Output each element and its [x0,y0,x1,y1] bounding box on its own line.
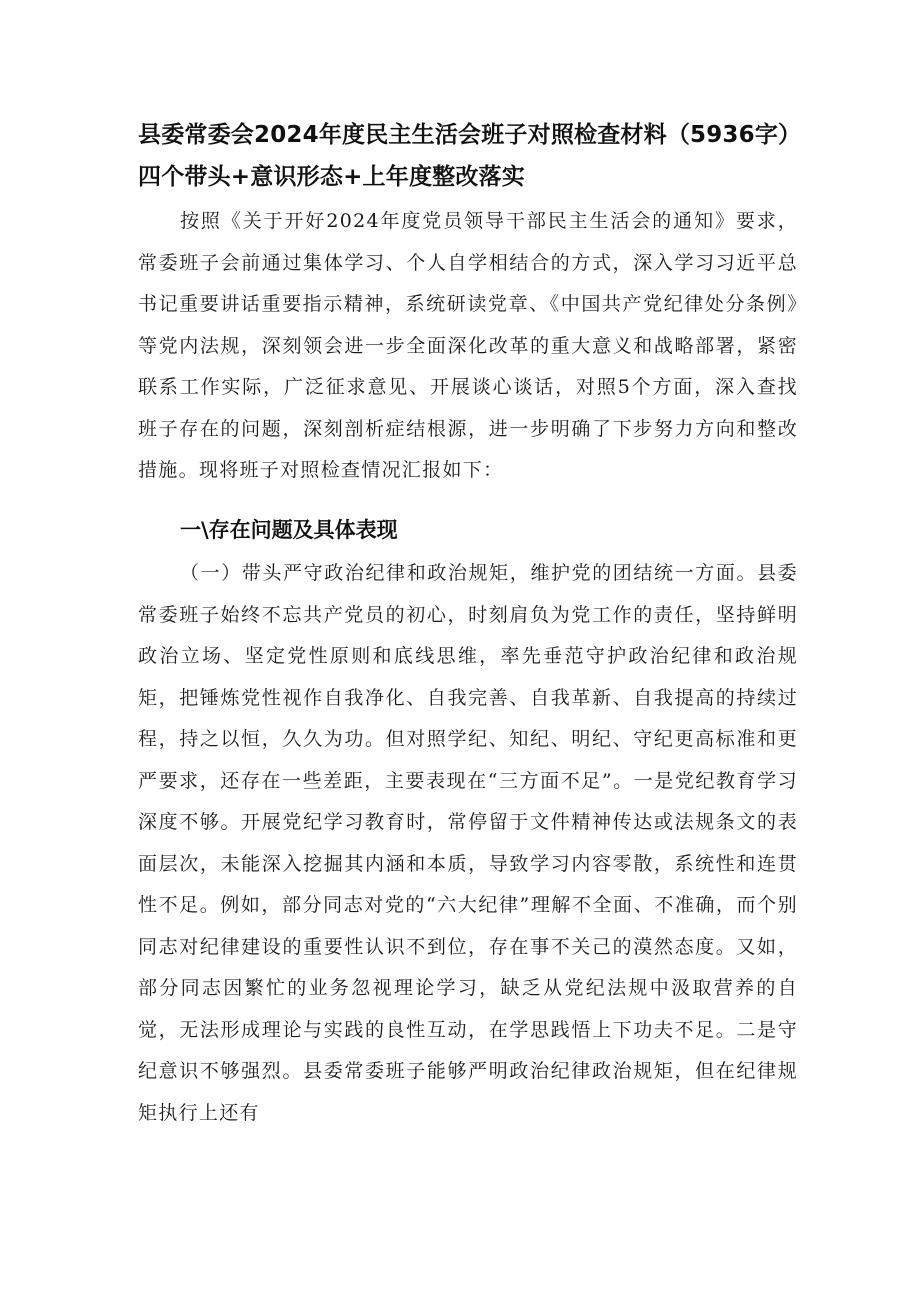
section-heading: 一\存在问题及具体表现 [180,518,398,542]
intro-paragraph: 按照《关于开好2024年度党员领导干部民主生活会的通知》要求，常委班子会前通过集体学习、个人自学相结合的方式，深入学习习近平总书记重要讲话重要指示精神，系统研读党章、《中国共产党纪律处分条例》等党内法规，深刻领会进一步全面深化改革的重大意义和战略部署，紧密联系工作实际，广泛征求意见、开展谈心谈话，对照5个方面，深入查找班子存在的问题，深刻剖析症结根源，进一步明确了下步努力方向和整改措施。现将班子对照检查情况汇报如下： [138,210,798,481]
section-paragraph: （一）带头严守政治纪律和政治规矩，维护党的团结统一方面。县委常委班子始终不忘共产党员的初心，时刻肩负为党工作的责任，坚持鲜明政治立场、坚定党性原则和底线思维，率先垂范守护政治纪律和政治规矩，把锤炼党性视作自我净化、自我完善、自我革新、自我提高的持续过程，持之以恒，久久为功。但对照学纪、知纪、明纪、守纪更高标准和更严要求，还存在一些差距，主要表现在“三方面不足”。一是党纪教育学习深度不够。开展党纪学习教育时，常停留于文件精神传达或法规条文的表面层次，未能深入挖掘其内涵和本质，导致学习内容零散，系统性和连贯性不足。例如，部分同志对党的“六大纪律”理解不全面、不准确，而个别同志对纪律建设的重要性认识不到位，存在事不关己的漠然态度。又如，部分同志因繁忙的业务忽视理论学习，缺乏从党纪法规中汲取营养的自觉，无法形成理论与实践的良性互动，在学思践悟上下功夫不足。二是守纪意识不够强烈。县委常委班子能够严明政治纪律政治规矩，但在纪律规矩执行上还有 [138,562,798,1124]
document-title: 县委常委会2024年度民主生活会班子对照检查材料（5936字）四个带头+意识形态+上年度整改落实 [138,122,790,190]
